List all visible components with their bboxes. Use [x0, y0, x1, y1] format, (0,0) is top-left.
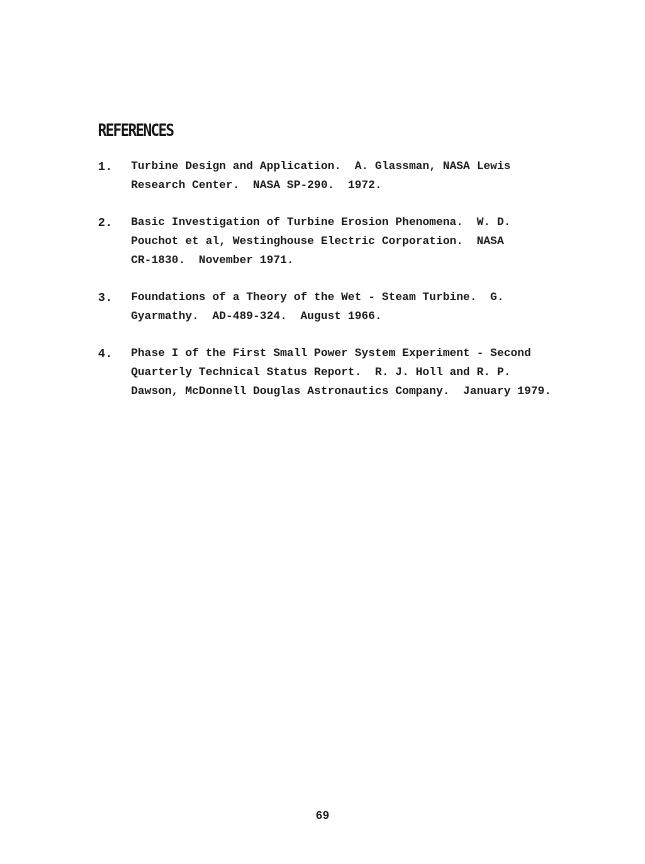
reference-line: Research Center. NASA SP-290. 1972. — [131, 180, 382, 192]
reference-number: 3. — [98, 291, 113, 305]
reference-text — [131, 214, 578, 271]
reference-line: Pouchot et al, Westinghouse Electric Corporation. NASA — [131, 236, 504, 248]
reference-line: Gyarmathy. AD-489-324. August 1966. — [131, 311, 382, 323]
reference-line: Phase I of the First Small Power System Experiment - Second — [131, 348, 531, 360]
reference-number: 2. — [98, 216, 113, 230]
reference-item — [98, 158, 578, 196]
reference-text — [131, 345, 578, 402]
references-list — [98, 158, 578, 402]
reference-line: Basic Investigation of Turbine Erosion Phenomena. W. D. — [131, 217, 511, 229]
reference-line: CR-1830. November 1971. — [131, 255, 294, 267]
reference-line: Quarterly Technical Status Report. R. J. Holl and R. P. — [131, 367, 511, 379]
page-number: 69 — [315, 810, 330, 823]
reference-text — [131, 289, 578, 327]
reference-item — [98, 345, 578, 402]
reference-line: Foundations of a Theory of the Wet - Steam Turbine. G. — [131, 292, 504, 304]
references-heading: REFERENCES — [98, 122, 174, 141]
reference-item — [98, 214, 578, 271]
reference-line: Dawson, McDonnell Douglas Astronautics Company. January 1979. — [131, 386, 552, 398]
reference-number: 1. — [98, 160, 113, 174]
reference-number: 4. — [98, 347, 113, 361]
reference-line: Turbine Design and Application. A. Glassman, NASA Lewis — [131, 161, 511, 173]
reference-item — [98, 289, 578, 327]
reference-text — [131, 158, 578, 196]
